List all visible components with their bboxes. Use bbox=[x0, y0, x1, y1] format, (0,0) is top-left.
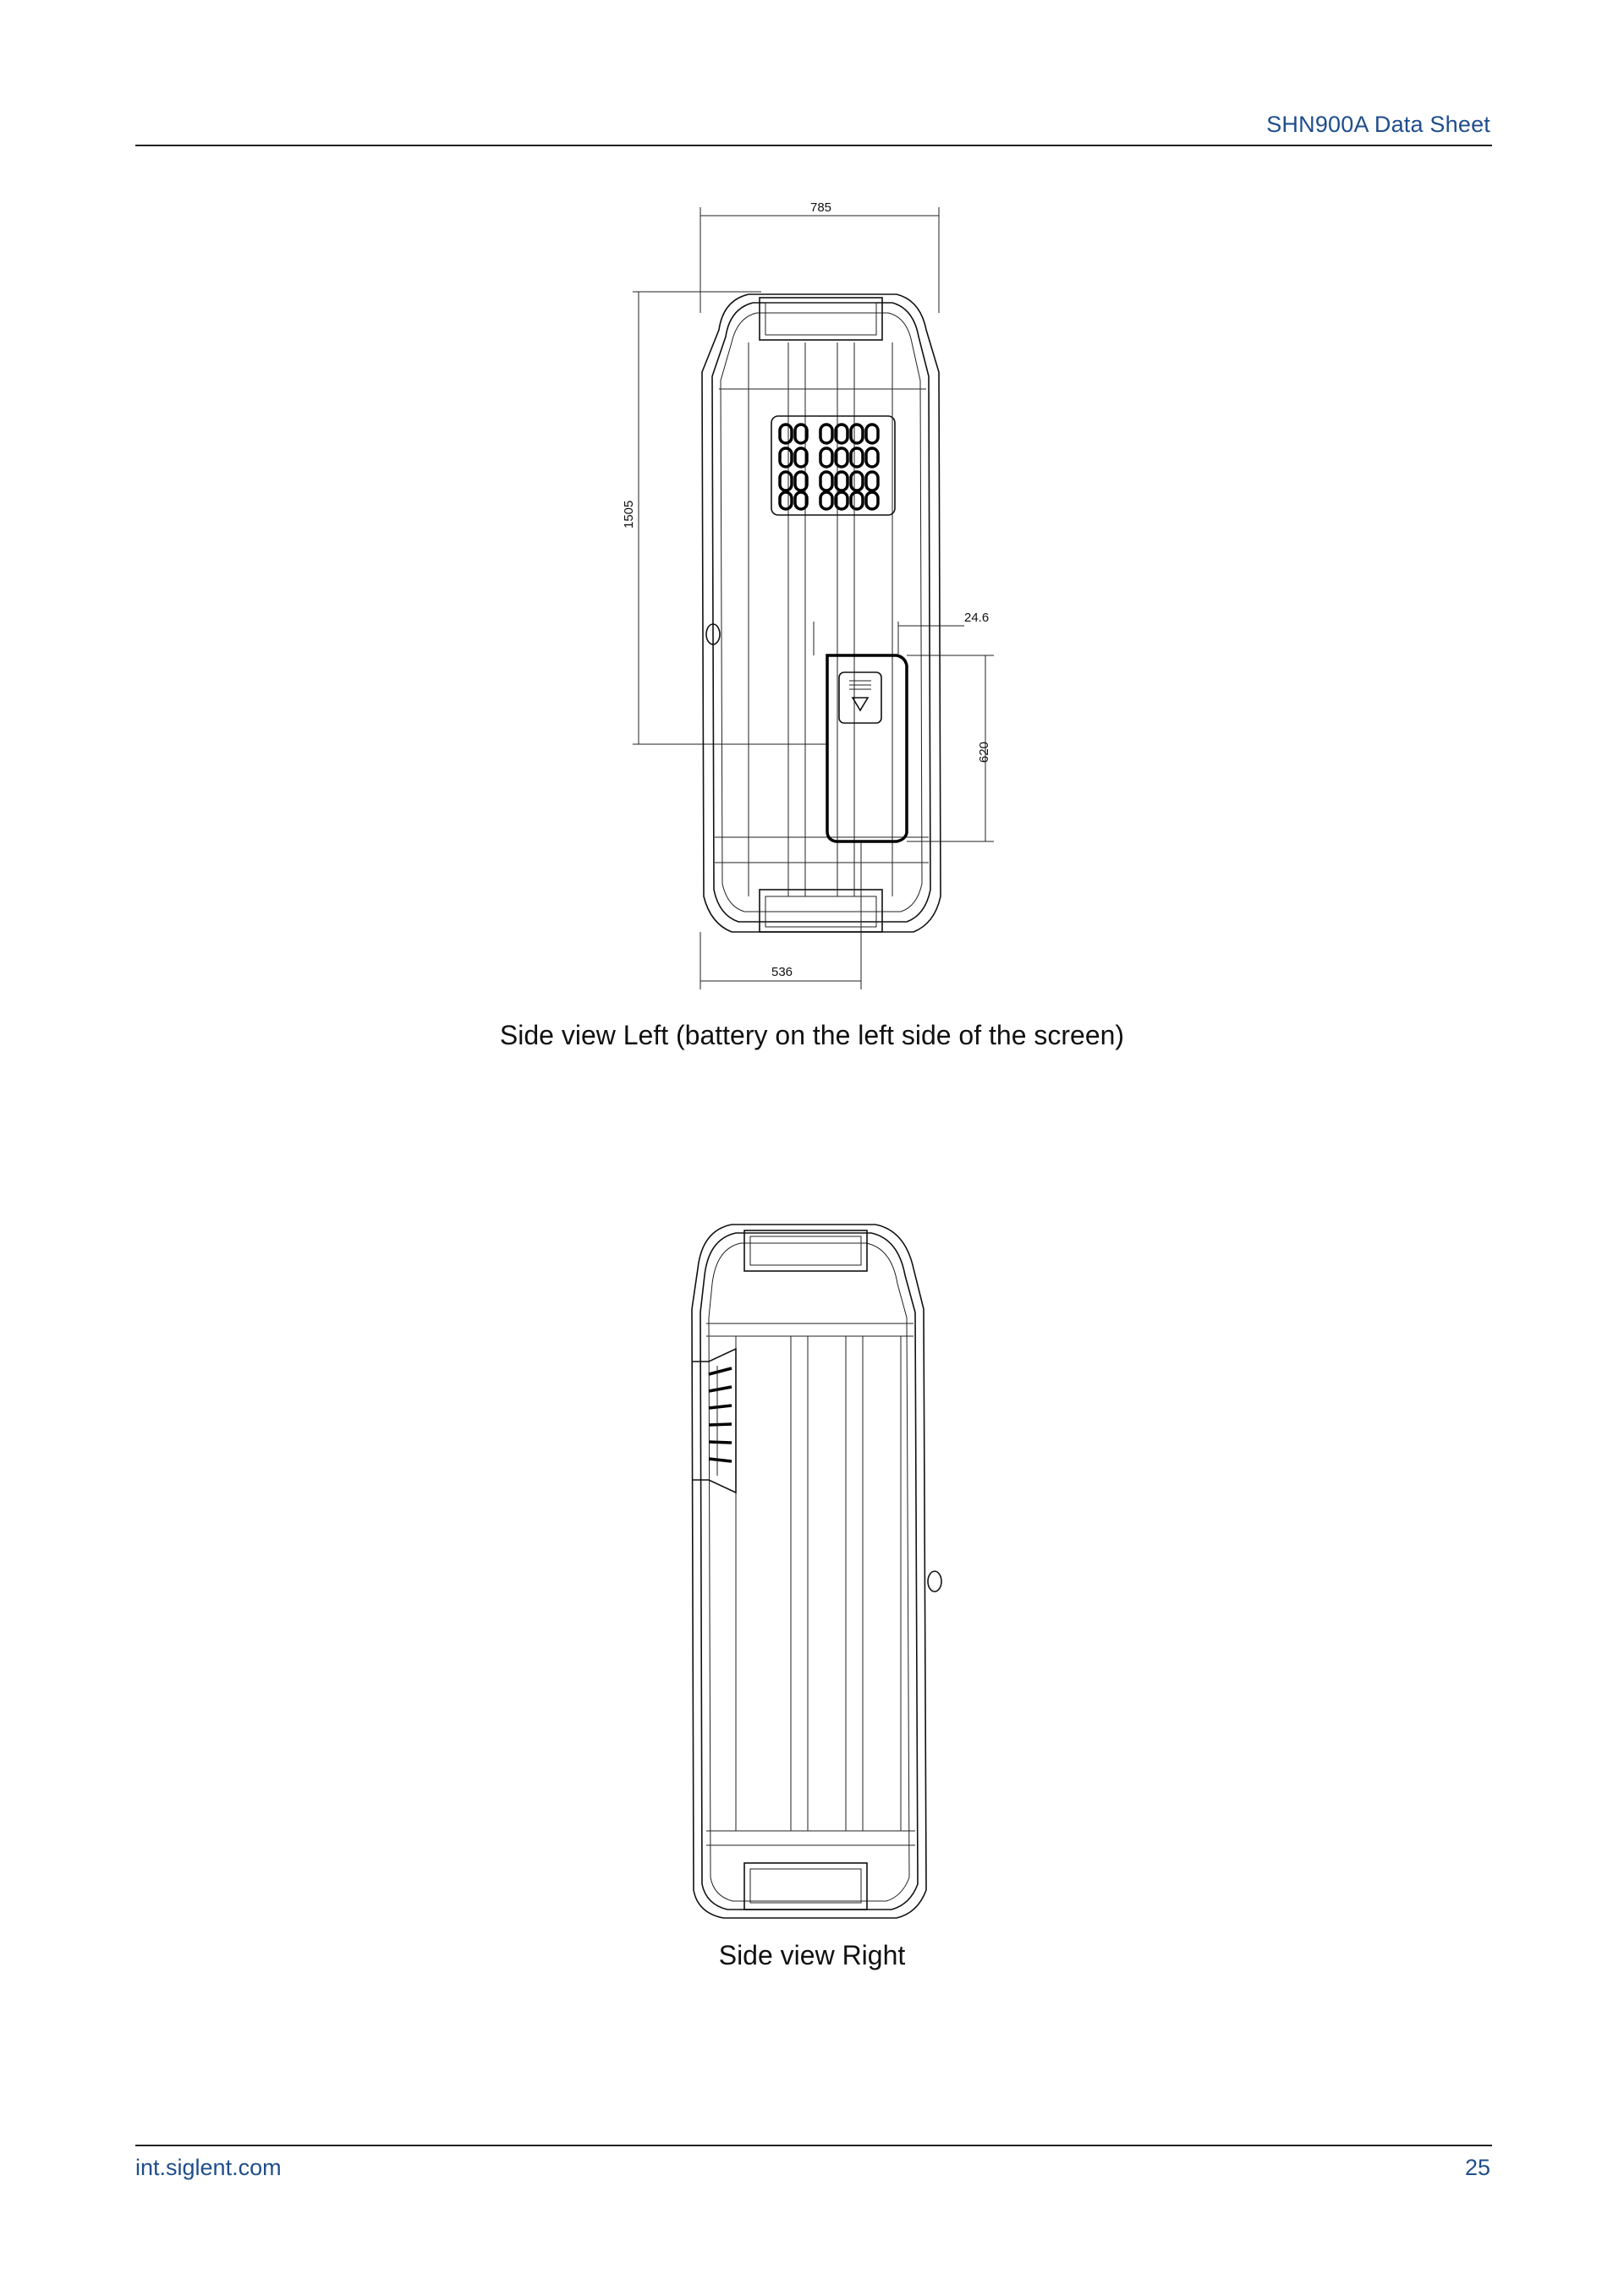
dim-cover-offset-label: 24.6 bbox=[964, 611, 990, 625]
side-view-left-drawing bbox=[592, 195, 1032, 998]
dim-height-label: 1505 bbox=[622, 500, 636, 529]
dim-cover-position-label: 536 bbox=[771, 965, 793, 979]
footer-website: int.siglent.com bbox=[135, 2155, 282, 2180]
header-divider bbox=[135, 145, 1492, 146]
vent-grid bbox=[780, 425, 878, 509]
side-view-right-drawing bbox=[660, 1209, 964, 1928]
dim-width-label: 785 bbox=[810, 200, 832, 215]
page-number: 25 bbox=[1464, 2155, 1490, 2180]
figure-caption-left: Side view Left (battery on the left side of the screen) bbox=[499, 1020, 1125, 1050]
dim-cover-height-label: 620 bbox=[977, 741, 991, 763]
page-header-title: SHN900A Data Sheet bbox=[1266, 112, 1490, 137]
footer-divider bbox=[135, 2145, 1492, 2146]
grip-ridges bbox=[692, 1349, 736, 1493]
figure-caption-right: Side view Right bbox=[718, 1940, 906, 1970]
